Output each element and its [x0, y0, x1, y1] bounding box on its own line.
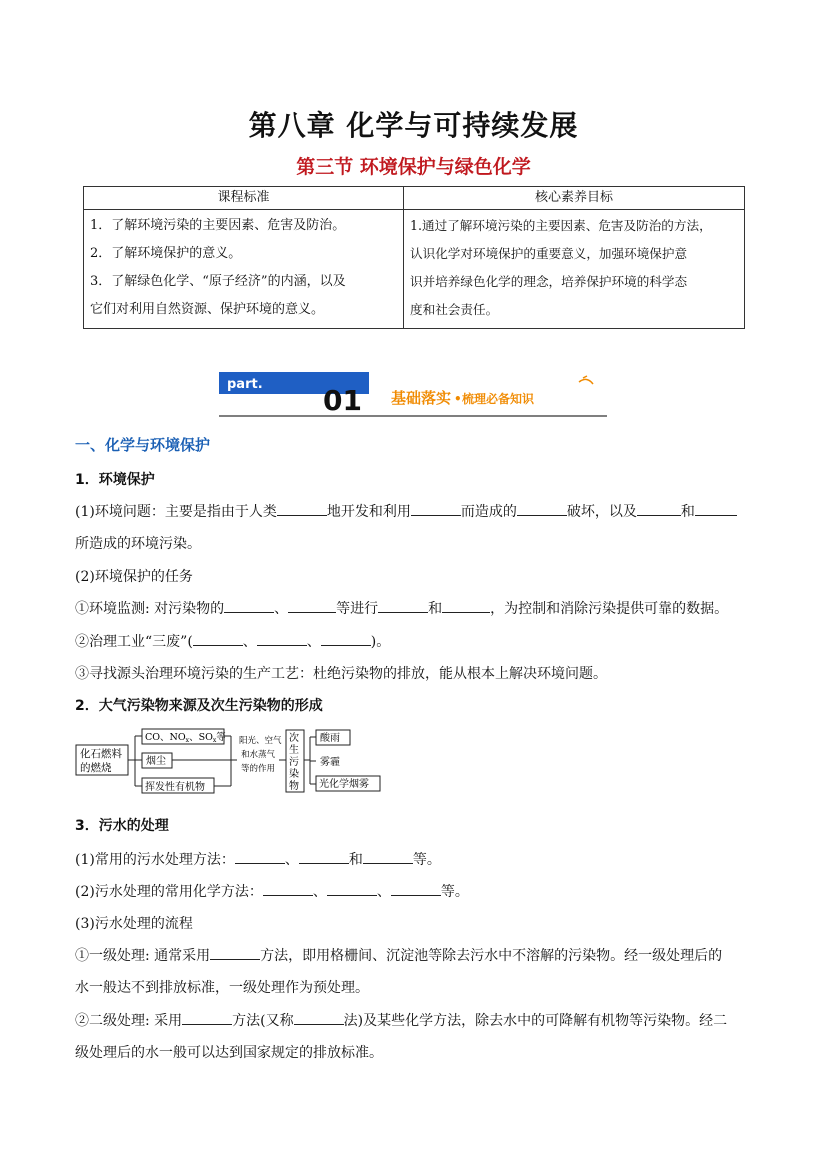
condition-text: 和水蒸气	[241, 750, 276, 760]
text-line: (3)污水处理的流程	[75, 916, 193, 932]
goals-line: 1.通过了解环境污染的主要因素、危害及防治的方法，	[410, 218, 712, 233]
standards-line: 2．了解环境保护的意义。	[90, 246, 242, 261]
sewage-methods-line	[75, 849, 441, 869]
text: 法)及某些化学方法，除去水中的可降解有机物等污染物。经二	[343, 1013, 728, 1029]
fill-blank[interactable]	[299, 849, 349, 864]
standards-line: 它们对利用自然资源、保护环境的意义。	[90, 302, 325, 317]
text: ①环境监测: 对污染物的	[75, 601, 225, 617]
fill-blank[interactable]	[442, 598, 490, 613]
text: 等。	[412, 852, 441, 868]
goals-line: 认识化学对环境保护的重要意义，加强环境保护意	[410, 246, 688, 261]
source-text: 的燃烧	[80, 762, 112, 774]
part-number: 01	[323, 384, 362, 417]
text: ，为控制和消除污染提供可靠的数据。	[490, 601, 729, 617]
result-photochemical-smog: 光化学烟雾	[319, 779, 369, 790]
standards-table	[83, 186, 745, 329]
condition-text: 阳光、空气	[239, 736, 282, 746]
fill-blank[interactable]	[411, 501, 461, 516]
standards-line: 1．了解环境污染的主要因素、危害及防治。	[90, 218, 346, 233]
text-line: 所造成的环境污染。	[75, 536, 201, 552]
fill-blank[interactable]	[391, 881, 441, 896]
text: 等进行	[336, 601, 379, 617]
fill-blank[interactable]	[257, 631, 307, 646]
fill-blank[interactable]	[235, 849, 285, 864]
fill-blank[interactable]	[294, 1010, 344, 1025]
goals-line: 识并培养绿色化学的理念，培养保护环境的科学态	[410, 274, 688, 289]
text: ①一级处理: 通常采用	[75, 948, 211, 964]
banner-subtitle: 梳理必备知识	[462, 392, 535, 406]
banner-dot: •	[454, 392, 462, 406]
text: 和	[348, 852, 363, 868]
pollutant-dust: 烟尘	[146, 756, 166, 767]
text: 、	[242, 634, 257, 650]
secondary-treatment-line	[75, 1010, 727, 1030]
text: 、	[274, 601, 289, 617]
subheading-air-pollution: 2．大气污染物来源及次生污染物的形成	[75, 698, 323, 714]
pollutant-voc: 挥发性有机物	[145, 782, 205, 793]
subheading-sewage: 3．污水的处理	[75, 818, 169, 834]
fill-blank[interactable]	[517, 501, 567, 516]
text-line: 级处理后的水一般可以达到国家规定的排放标准。	[75, 1045, 383, 1061]
fill-blank[interactable]	[182, 1010, 232, 1025]
text: 和	[428, 601, 443, 617]
secondary-char: 次	[289, 733, 299, 744]
secondary-char: 生	[289, 745, 299, 756]
pollutant-gases: CO、$NO_x$、$SO_x$等	[145, 732, 226, 744]
text: (1)常用的污水处理方法：	[75, 852, 235, 868]
secondary-char: 物	[289, 781, 299, 792]
fill-blank[interactable]	[288, 598, 336, 613]
text: (2)污水处理的常用化学方法：	[75, 884, 263, 900]
text: 而造成的	[460, 504, 517, 520]
fill-blank[interactable]	[193, 631, 243, 646]
fill-blank[interactable]	[363, 849, 413, 864]
fill-blank[interactable]	[321, 631, 371, 646]
section-heading-1: 一、化学与环境保护	[75, 436, 211, 454]
fill-blank[interactable]	[695, 501, 737, 516]
section-title: 第三节 环境保护与绿色化学	[296, 156, 531, 178]
text: 方法(又称	[232, 1013, 294, 1029]
text: 和	[680, 504, 695, 520]
secondary-char: 污	[289, 757, 299, 768]
text: 等。	[440, 884, 469, 900]
fill-blank[interactable]	[224, 598, 274, 613]
text-line: 水一般达不到排放标准，一级处理作为预处理。	[75, 980, 369, 996]
fill-blank[interactable]	[637, 501, 681, 516]
condition-text: 等的作用	[241, 764, 276, 774]
part-label: part.	[227, 377, 263, 392]
table-header-standards: 课程标准	[84, 187, 404, 210]
primary-treatment-line	[75, 945, 722, 965]
text: ②二级处理: 采用	[75, 1013, 183, 1029]
text: 破坏，以及	[566, 504, 637, 520]
text: )。	[370, 634, 391, 650]
three-wastes-line	[75, 631, 390, 651]
standards-line: 3．了解绿色化学、“原子经济”的内涵，以及	[90, 274, 346, 289]
fill-blank[interactable]	[327, 881, 377, 896]
standards-cell	[84, 210, 404, 329]
secondary-char: 染	[289, 769, 299, 780]
banner-title: 基础落实	[391, 389, 452, 407]
env-problem-line	[75, 501, 737, 521]
air-pollution-diagram	[75, 728, 385, 796]
fill-blank[interactable]	[263, 881, 313, 896]
chapter-title: 第八章 化学与可持续发展	[248, 109, 579, 142]
sewage-chem-line	[75, 881, 469, 901]
result-acid-rain: 酸雨	[320, 733, 340, 744]
source-text: 化石燃料	[80, 748, 122, 760]
text: 、	[376, 884, 391, 900]
text: 、	[284, 852, 299, 868]
text-line: ③寻找源头治理环境污染的生产工艺：杜绝污染物的排放，能从根本上解决环境问题。	[75, 666, 607, 682]
text: 、	[312, 884, 327, 900]
text-line: (2)环境保护的任务	[75, 569, 193, 585]
result-haze: 雾霾	[320, 757, 340, 768]
text: 地开发和利用	[326, 504, 411, 520]
part-banner	[219, 372, 609, 418]
goals-line: 度和社会责任。	[410, 302, 499, 317]
goals-cell	[404, 210, 745, 329]
swirl-icon	[579, 376, 593, 384]
table-header-goals: 核心素养目标	[404, 187, 745, 210]
text: 、	[306, 634, 321, 650]
text: (1)环境问题：主要是指由于人类	[75, 504, 277, 520]
subheading-environment: 1．环境保护	[75, 472, 155, 488]
monitoring-line	[75, 598, 728, 618]
fill-blank[interactable]	[378, 598, 428, 613]
text: 方法，即用格栅间、沉淀池等除去污水中不溶解的污染物。经一级处理后的	[260, 948, 723, 964]
fill-blank[interactable]	[210, 945, 260, 960]
fill-blank[interactable]	[277, 501, 327, 516]
text: ②治理工业“三废”(	[75, 634, 193, 650]
